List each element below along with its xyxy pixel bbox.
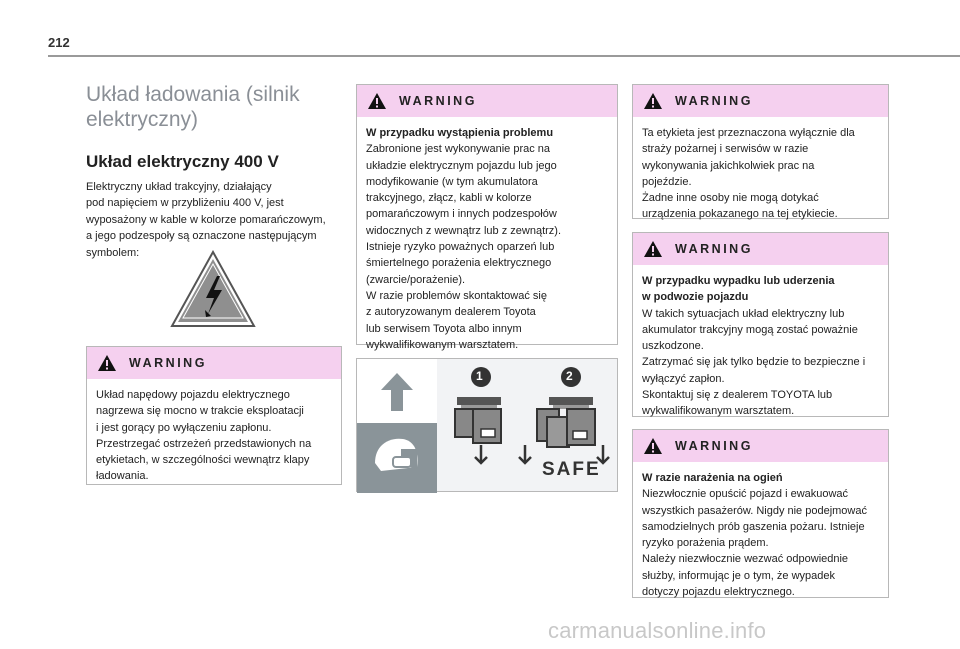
text-line: Żadne inne osoby nie mogą dotykać — [642, 192, 819, 205]
high-voltage-warning-icon — [170, 250, 256, 328]
safe-text: SAFE — [542, 459, 601, 480]
text-line: straży pożarnej i serwisów w razie — [642, 143, 809, 156]
text-line: Elektryczny układ trakcyjny, działający — [86, 181, 272, 193]
text-line: Ta etykieta jest przeznaczona wyłącznie dla — [642, 127, 855, 139]
text-line: dotyczy pojazdu elektrycznego. — [642, 586, 795, 599]
text-line: Układ napędowy pojazdu elektrycznego — [96, 389, 290, 401]
warning-heading: W przypadku wypadku lub uderzenia — [642, 275, 835, 287]
warning-text — [633, 265, 888, 426]
text-line: wyposażony w kable w kolorze pomarańczowym, — [86, 213, 326, 226]
text-line: urządzenia pokazanego na tej etykiecie. — [642, 208, 838, 221]
warning-header — [357, 85, 617, 117]
text-line: śmiertelnego porażenia elektrycznego — [366, 257, 552, 270]
text-line: ryzyko porażenia prądem. — [642, 537, 769, 550]
text-line: (zwarcie/porażenie). — [366, 273, 466, 286]
text-line: nagrzewa się mocno w trakcie eksploatacji — [96, 405, 304, 418]
text-line: trakcyjnego, złącz, kabli w kolorze — [366, 192, 532, 205]
safety-label-illustration — [356, 358, 618, 492]
header-rule — [48, 55, 960, 57]
text-line: wykwalifikowanym warsztatem. — [642, 405, 795, 418]
service-plug-removed-icon — [519, 397, 609, 463]
warning-text — [87, 379, 341, 491]
warning-heading: W przypadku wystąpienia problemu — [366, 127, 554, 139]
warning-triangle-icon — [643, 437, 663, 455]
warning-header — [633, 85, 888, 117]
warning-label: WARNING — [675, 439, 753, 453]
warning-label: WARNING — [675, 242, 753, 256]
text-line: akumulator trakcyjny mogą zostać poważnie — [642, 323, 858, 336]
text-line: służby, informując je o tym, że wypadek — [642, 569, 835, 582]
text-line: Niezwłocznie opuścić pojazd i ewakuować — [642, 488, 849, 501]
warning-text — [357, 117, 617, 359]
warning-label: WARNING — [675, 94, 753, 108]
text-line: Istnieje ryzyko poważnych oparzeń lub — [366, 241, 555, 254]
text-line: wykwalifikowanym warsztatem. — [366, 338, 519, 351]
text-line: a jego podzespoły są oznaczone następującym — [86, 230, 317, 243]
text-line: widocznych z wewnątrz lub z zewnątrz). — [366, 224, 562, 237]
left-column — [86, 82, 343, 261]
warning-label: WARNING — [129, 356, 207, 370]
warning-heading: w podwozie pojazdu — [642, 291, 749, 304]
warning-label: WARNING — [399, 94, 477, 108]
step-2-number: 2 — [566, 369, 573, 383]
service-plug-icon — [455, 397, 501, 463]
text-line: pojeździe. — [642, 175, 692, 188]
warning-box-left — [86, 346, 342, 485]
warning-box-right-3 — [632, 429, 889, 598]
text-line: Skontaktuj się z dealerem TOYOTA lub — [642, 389, 833, 402]
text-line: lub serwisem Toyota albo innym — [366, 322, 522, 335]
page-number: 212 — [48, 35, 70, 50]
text-line: etykietach, w szczególności wewnątrz klapy — [96, 454, 310, 467]
text-line: Zatrzymać się jak tylko będzie to bezpieczne i — [642, 356, 866, 369]
subsection-title: Układ elektryczny 400 V — [86, 152, 279, 171]
warning-triangle-icon — [97, 354, 117, 372]
text-line: pomarańczowym i innych podzespołów — [366, 208, 557, 221]
text-line: symbolem: — [86, 246, 140, 259]
text-line: uszkodzone. — [642, 340, 704, 353]
warning-heading: W razie narażenia na ogień — [642, 472, 783, 484]
text-line: i jest gorący po wyłączeniu zapłonu. — [96, 421, 272, 434]
warning-header — [87, 347, 341, 379]
section-title: Układ ładowania (silnik elektryczny) — [86, 83, 300, 131]
warning-text — [633, 117, 888, 229]
warning-triangle-icon — [643, 92, 663, 110]
text-line: Należy niezwłocznie wezwać odpowiednie — [642, 553, 849, 566]
step-1-number: 1 — [476, 369, 483, 383]
text-line: układzie elektrycznym pojazdu lub jego — [366, 159, 557, 172]
warning-header — [633, 233, 888, 265]
intro-text — [86, 179, 343, 261]
text-line: modyfikowanie (w tym akumulatora — [366, 175, 538, 188]
warning-triangle-icon — [367, 92, 387, 110]
warning-box-right-1 — [632, 84, 889, 219]
text-line: wyłączyć zapłon. — [642, 372, 725, 385]
text-line: samodzielnych prób gaszenia pożaru. Istnieje — [642, 520, 865, 533]
text-line: ładowania. — [96, 470, 149, 483]
warning-box-middle — [356, 84, 618, 351]
text-line: W razie problemów skontaktować się — [366, 289, 547, 302]
text-line: W takich sytuacjach układ elektryczny lub — [642, 307, 845, 320]
warning-triangle-icon — [643, 240, 663, 258]
text-line: Przestrzegać ostrzeżeń przedstawionych na — [96, 437, 312, 450]
text-line: wykonywania jakichkolwiek prac na — [642, 159, 815, 172]
warning-text — [633, 462, 888, 606]
warning-header — [633, 430, 888, 462]
text-line: Zabronione jest wykonywanie prac na — [366, 143, 551, 156]
text-line: wszystkich pasażerów. Nigdy nie podejmować — [642, 504, 867, 517]
warning-box-right-2 — [632, 232, 889, 417]
text-line: pod napięciem w przybliżeniu 400 V, jest — [86, 197, 284, 210]
watermark: carmanualsonline.info — [548, 618, 767, 643]
text-line: z autoryzowanym dealerem Toyota — [366, 306, 536, 319]
